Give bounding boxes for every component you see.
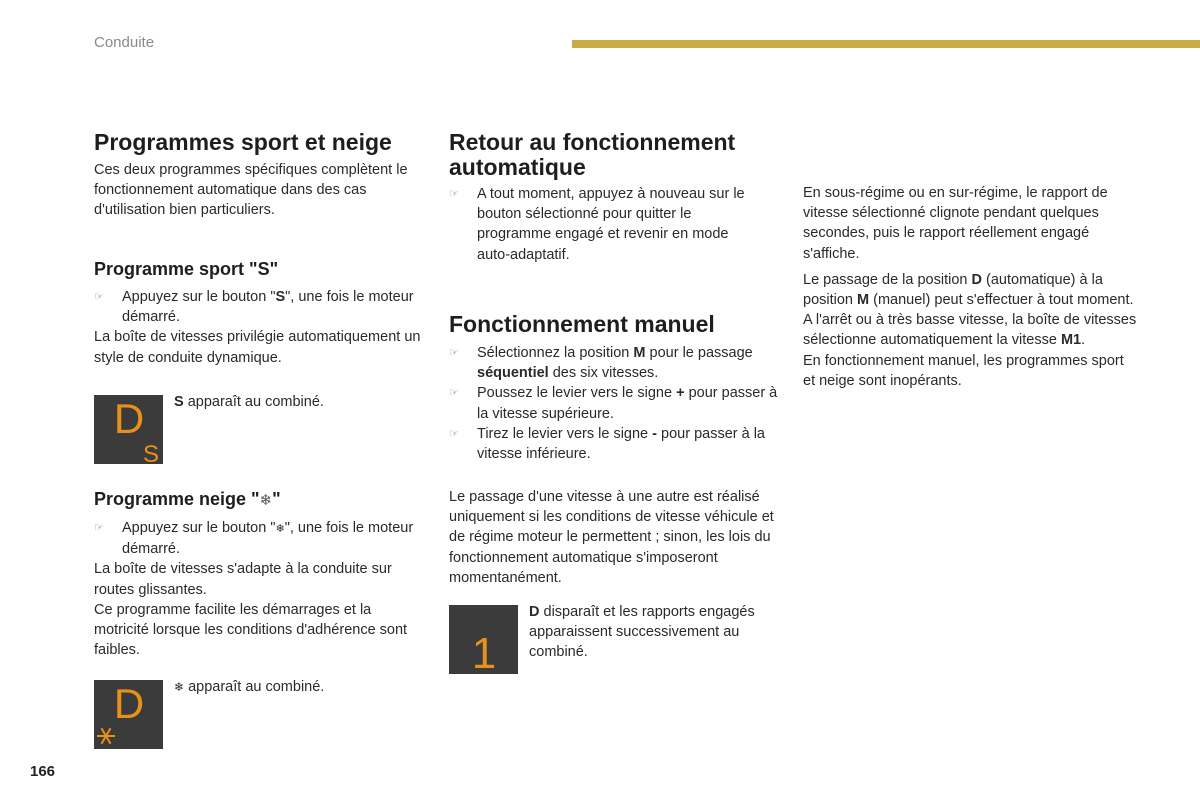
sport-description: La boîte de vitesses privilégie automatiquement un style de conduite dynamique. <box>94 329 421 366</box>
col3-paragraph-1: En sous-régime ou en sur-régime, le rapport de vitesse sélectionné clignote pendant quelques secondes, puis le rapport réellement engagé s'affiche. <box>803 185 1108 262</box>
display-sport-main-glyph: D <box>113 395 145 442</box>
snowflake-icon: ❄ <box>275 523 285 535</box>
sport-snow-intro: Ces deux programmes spécifiques complètent le fonctionnement automatique dans des cas d'utilisation bien particuliers. <box>94 162 408 219</box>
manual-bullet-select: ☞ Sélectionnez la position M pour le passage séquentiel des six vitesses. <box>449 343 779 383</box>
display-sport-sub-glyph: S <box>142 441 160 464</box>
snow-bullet: ☞ Appuyez sur le bouton "❄", une fois le moteur démarré. <box>94 518 424 559</box>
snowflake-icon: ❄ <box>259 492 273 509</box>
manual-display-caption: D disparaît et les rapports engagés apparaissent successivement au combiné. <box>529 604 755 661</box>
snow-program-title: Programme neige "❄" <box>94 489 281 509</box>
col3-paragraph-3: A l'arrêt ou à très basse vitesse, la boîte de vitesses sélectionne automatiquement la vitesse M1. <box>803 312 1137 349</box>
col3-paragraph-2: Le passage de la position D (automatique) à la position M (manuel) peut s'effectuer à tout moment. <box>803 271 1134 309</box>
sport-snow-title: Programmes sport et neige <box>94 129 392 155</box>
sport-display-caption: S apparaît au combiné. <box>174 394 324 410</box>
display-manual-gear <box>449 605 518 674</box>
manual-mode-title: Fonctionnement manuel <box>449 311 715 337</box>
sport-program-title: Programme sport "S" <box>94 259 279 279</box>
column3-text <box>803 183 1138 391</box>
return-auto-body <box>449 184 749 265</box>
display-manual-glyph: 1 <box>471 629 497 674</box>
return-auto-bullet: ☞ A tout moment, appuyez à nouveau sur le bouton sélectionné pour quitter le programme engagé et revenir en mode auto-adaptatif. <box>449 184 749 265</box>
page-number: 166 <box>30 763 56 780</box>
display-snowflake-icon <box>97 728 115 744</box>
sport-bullet: ☞ Appuyez sur le bouton "S", une fois le moteur démarré. <box>94 287 424 327</box>
display-snow-main-glyph: D <box>113 680 145 727</box>
manual-bullet-upshift: ☞ Poussez le levier vers le signe + pour passer à la vitesse supérieure. <box>449 383 779 423</box>
snowflake-icon: ❄ <box>174 680 185 694</box>
snow-description-2: Ce programme facilite les démarrages et la motricité lorsque les conditions d'adhérence sont faibles. <box>94 601 408 659</box>
col3-paragraph-4: En fonctionnement manuel, les programmes sport et neige sont inopérants. <box>803 352 1124 389</box>
section-label: Conduite <box>94 34 155 51</box>
display-sport-d <box>94 395 163 464</box>
snow-display-caption: ❄ apparaît au combiné. <box>174 679 325 695</box>
manual-mode-paragraph: Le passage d'une vitesse à une autre est réalisé uniquement si les conditions de vitesse véhicule et de régime moteur le permettent ; sinon, les lois du fonctionnement automatique s'imposeront momentanément. <box>449 489 774 586</box>
return-auto-title: Retour au fonctionnement automatique <box>449 129 736 180</box>
sport-program-body <box>94 287 424 368</box>
snow-program-body <box>94 518 424 660</box>
manual-mode-body <box>449 343 779 464</box>
snow-description: La boîte de vitesses s'adapte à la conduite sur routes glissantes. <box>94 561 392 598</box>
display-snow-d <box>94 680 163 749</box>
header-accent-bar <box>572 40 1200 48</box>
manual-bullet-downshift: ☞ Tirez le levier vers le signe - pour passer à la vitesse inférieure. <box>449 424 779 464</box>
